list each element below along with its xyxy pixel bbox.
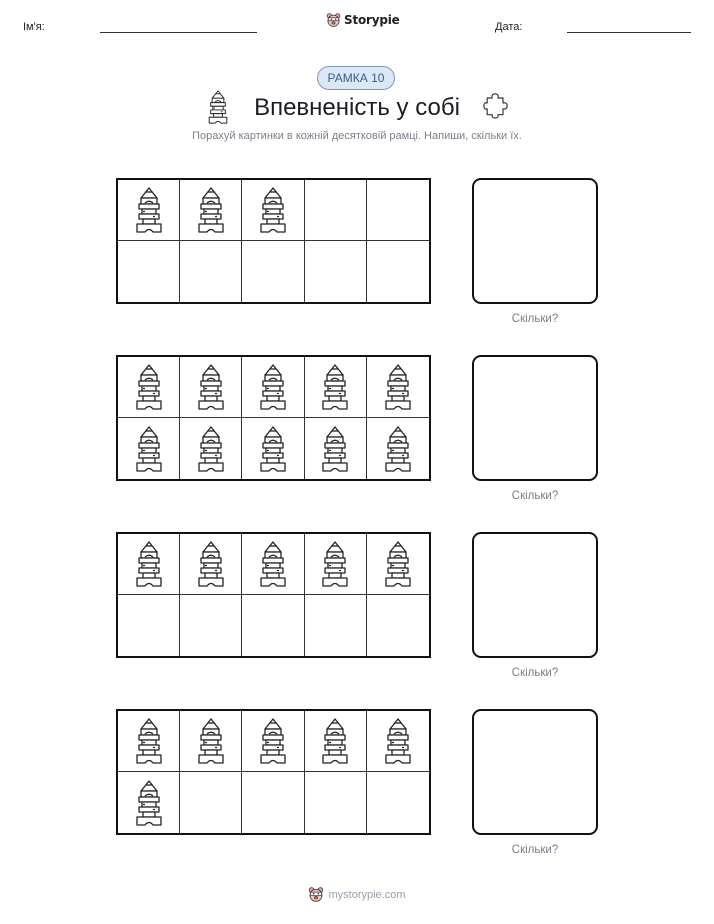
frame-cell bbox=[118, 772, 180, 833]
frame-cell bbox=[305, 357, 367, 418]
block-tower-icon bbox=[320, 718, 350, 764]
frame-cell bbox=[118, 357, 180, 418]
block-tower-icon bbox=[134, 364, 164, 410]
block-tower-icon bbox=[134, 718, 164, 764]
ten-frame-2 bbox=[116, 355, 431, 481]
block-tower-icon bbox=[134, 187, 164, 233]
name-label: Ім'я: bbox=[23, 21, 45, 33]
frame-cell bbox=[367, 595, 429, 656]
block-tower-icon bbox=[383, 718, 413, 764]
frame-cell bbox=[118, 711, 180, 772]
frame-cell bbox=[242, 534, 304, 595]
count-label-3: Скільки? bbox=[511, 667, 559, 679]
frame-cell bbox=[305, 418, 367, 479]
block-tower-icon bbox=[383, 426, 413, 472]
frame-cell bbox=[367, 357, 429, 418]
instructions: Порахуй картинки в кожній десятковій рамці. Напиши, скільки їх. bbox=[192, 130, 522, 142]
frame-cell bbox=[118, 595, 180, 656]
date-label: Дата: bbox=[495, 21, 523, 33]
block-tower-icon bbox=[258, 718, 288, 764]
block-tower-icon bbox=[383, 364, 413, 410]
block-tower-icon bbox=[134, 780, 164, 826]
frame-cell bbox=[118, 418, 180, 479]
frame-cell bbox=[242, 711, 304, 772]
frame-cell bbox=[180, 595, 242, 656]
frame-cell bbox=[118, 180, 180, 241]
answer-box-1[interactable] bbox=[472, 178, 598, 304]
block-tower-icon bbox=[258, 364, 288, 410]
storypie-bear-icon bbox=[308, 886, 324, 903]
frame-cell bbox=[180, 534, 242, 595]
frame-cell bbox=[305, 772, 367, 833]
answer-box-3[interactable] bbox=[472, 532, 598, 658]
block-tower-icon bbox=[196, 364, 226, 410]
answer-box-4[interactable] bbox=[472, 709, 598, 835]
frame-cell bbox=[305, 595, 367, 656]
frame-cell bbox=[180, 241, 242, 302]
frame-cell bbox=[367, 772, 429, 833]
frame-cell bbox=[305, 711, 367, 772]
frame-cell bbox=[305, 180, 367, 241]
count-label-4: Скільки? bbox=[511, 844, 559, 856]
block-tower-icon bbox=[258, 426, 288, 472]
frame-cell bbox=[367, 180, 429, 241]
block-tower-icon bbox=[320, 426, 350, 472]
ten-frame-3 bbox=[116, 532, 431, 658]
frame-cell bbox=[180, 418, 242, 479]
brand-logo bbox=[326, 12, 400, 28]
brand-name: Storypie bbox=[344, 13, 400, 27]
count-label-1: Скільки? bbox=[511, 313, 559, 325]
block-tower-icon bbox=[196, 187, 226, 233]
ten-frame-4 bbox=[116, 709, 431, 835]
answer-box-2[interactable] bbox=[472, 355, 598, 481]
frame-cell bbox=[180, 711, 242, 772]
page-title: Впевненість у собі bbox=[254, 94, 460, 121]
frame-cell bbox=[242, 418, 304, 479]
block-tower-icon bbox=[134, 541, 164, 587]
block-tower-icon bbox=[320, 541, 350, 587]
block-tower-icon bbox=[134, 426, 164, 472]
date-input-line[interactable] bbox=[567, 32, 691, 33]
frame-cell bbox=[180, 180, 242, 241]
frame-cell bbox=[367, 418, 429, 479]
frame-cell bbox=[242, 180, 304, 241]
block-tower-icon bbox=[320, 364, 350, 410]
footer bbox=[0, 886, 714, 903]
block-tower-icon bbox=[258, 541, 288, 587]
frame-cell bbox=[180, 357, 242, 418]
frame-cell bbox=[242, 772, 304, 833]
block-tower-icon bbox=[196, 541, 226, 587]
count-label-2: Скільки? bbox=[511, 490, 559, 502]
ten-frame-1 bbox=[116, 178, 431, 304]
frame-cell bbox=[242, 241, 304, 302]
frame-cell bbox=[367, 711, 429, 772]
frame-badge: РАМКА 10 bbox=[317, 66, 395, 90]
frame-cell bbox=[305, 241, 367, 302]
block-tower-icon bbox=[258, 187, 288, 233]
name-input-line[interactable] bbox=[100, 32, 257, 33]
block-tower-icon bbox=[383, 541, 413, 587]
storypie-bear-icon bbox=[326, 12, 341, 28]
block-tower-icon bbox=[196, 718, 226, 764]
block-tower-icon bbox=[196, 426, 226, 472]
frame-cell bbox=[367, 534, 429, 595]
footer-url: mystorypie.com bbox=[328, 888, 406, 901]
frame-cell bbox=[242, 595, 304, 656]
frame-cell bbox=[367, 241, 429, 302]
puzzle-piece-icon bbox=[483, 92, 508, 119]
frame-cell bbox=[305, 534, 367, 595]
frame-cell bbox=[180, 772, 242, 833]
frame-cell bbox=[242, 357, 304, 418]
frame-cell bbox=[118, 241, 180, 302]
frame-cell bbox=[118, 534, 180, 595]
